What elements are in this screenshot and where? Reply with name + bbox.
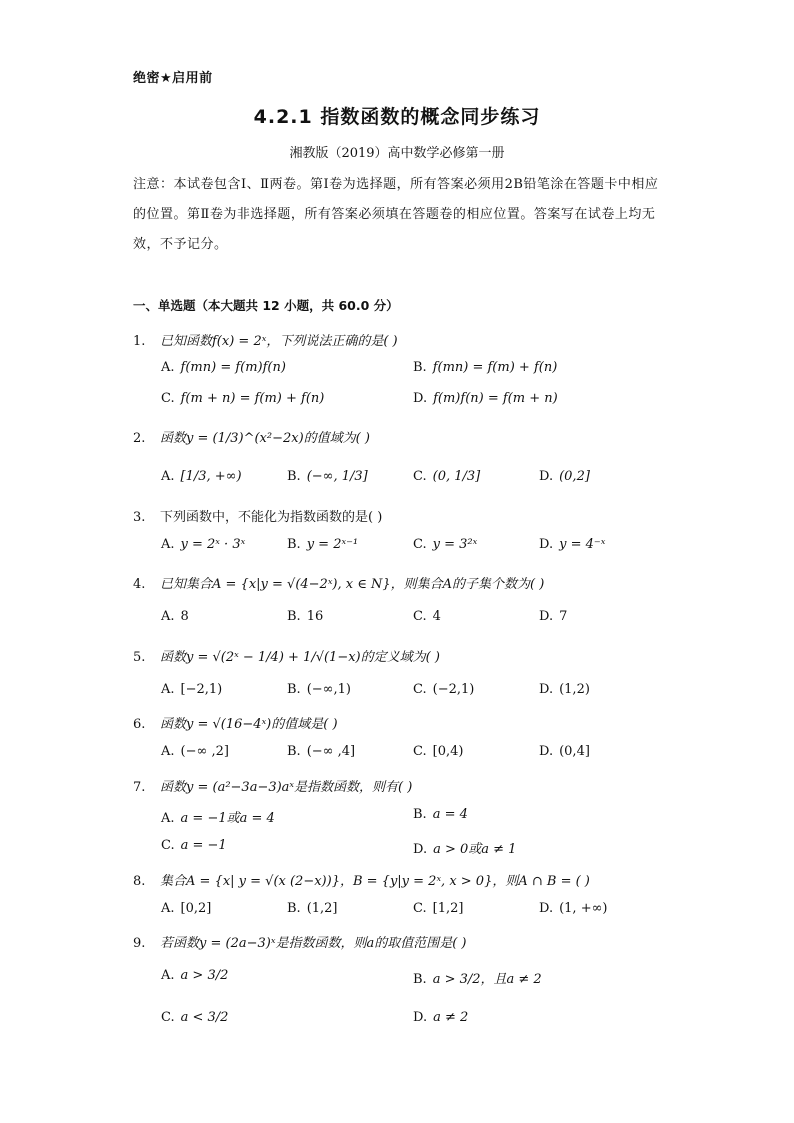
- option-a[interactable]: A. f(mn) = f(m)f(n): [161, 360, 286, 375]
- option-a[interactable]: A. a > 3/2: [161, 968, 229, 983]
- option-a[interactable]: A. y = 2ˣ · 3ˣ: [161, 537, 246, 552]
- option-c[interactable]: C. a = −1: [161, 838, 227, 853]
- question-stem: 下列函数中，不能化为指数函数的是( ): [160, 510, 383, 525]
- option-c[interactable]: C. a < 3/2: [161, 1010, 229, 1025]
- option-c[interactable]: C. f(m + n) = f(m) + f(n): [161, 391, 325, 406]
- question-7: [133, 776, 412, 795]
- question-3: [133, 506, 382, 525]
- question-stem: 集合A = {x| y = √(x (2−x))}，B = {y|y = 2ˣ, x > 0}，则A ∩ B = ( ): [160, 874, 590, 889]
- option-c[interactable]: C. [1,2]: [413, 901, 464, 916]
- question-stem: 已知函数f(x) = 2ˣ，下列说法正确的是( ): [160, 334, 398, 349]
- question-stem: 函数y = (1/3)^(x²−2x)的值域为( ): [160, 431, 370, 446]
- option-c[interactable]: C. y = 3²ˣ: [413, 537, 478, 552]
- question-number: 2.: [133, 431, 146, 446]
- question-9: [133, 932, 466, 951]
- question-8: [133, 870, 590, 889]
- question-number: 9.: [133, 936, 146, 951]
- option-a[interactable]: A. a = −1或a = 4: [161, 811, 275, 826]
- question-6: [133, 713, 338, 732]
- question-number: 8.: [133, 874, 146, 889]
- page-title: 4.2.1 指数函数的概念同步练习: [253, 106, 541, 128]
- option-a[interactable]: A. [1/3, +∞): [161, 469, 242, 484]
- option-a[interactable]: A. [−2,1): [161, 682, 223, 697]
- question-2: [133, 427, 370, 446]
- question-stem: 函数y = √(16−4ˣ)的值域是( ): [160, 717, 338, 732]
- option-d[interactable]: D. (0,2]: [539, 469, 590, 484]
- option-d[interactable]: D. (1, +∞): [539, 901, 608, 916]
- option-c[interactable]: C. 4: [413, 609, 441, 624]
- option-b[interactable]: B. f(mn) = f(m) + f(n): [413, 360, 558, 375]
- option-b[interactable]: B. (1,2]: [287, 901, 338, 916]
- secret-label: 绝密★启用前: [133, 71, 213, 86]
- question-number: 1.: [133, 334, 146, 349]
- option-d[interactable]: D. (1,2): [539, 682, 590, 697]
- question-number: 6.: [133, 717, 146, 732]
- section-heading: 一、单选题（本大题共 12 小题，共 60.0 分）: [133, 298, 399, 313]
- option-c[interactable]: C. (−2,1): [413, 682, 475, 697]
- question-stem: 函数y = √(2ˣ − 1/4) + 1/√(1−x)的定义域为( ): [160, 650, 440, 665]
- question-5: [133, 646, 440, 665]
- exam-notice: 注意：本试卷包含Ⅰ、Ⅱ两卷。第Ⅰ卷为选择题，所有答案必须用2B铅笔涂在答题卡中相应的位置。第Ⅱ卷为非选择题，所有答案必须填在答题卷的相应位置。答案写在试卷上均无效，不予记分。: [133, 177, 659, 252]
- option-b[interactable]: B. a = 4: [413, 807, 468, 822]
- question-number: 7.: [133, 780, 146, 795]
- question-stem: 若函数y = (2a−3)ˣ是指数函数，则a的取值范围是( ): [160, 936, 467, 951]
- option-d[interactable]: D. a > 0或a ≠ 1: [413, 842, 517, 857]
- question-1: [133, 330, 398, 349]
- question-number: 5.: [133, 650, 146, 665]
- question-stem: 已知集合A = {x|y = √(4−2ˣ), x ∈ N}，则集合A的子集个数为( ): [160, 577, 545, 592]
- page-subtitle: 湘教版（2019）高中数学必修第一册: [289, 146, 505, 161]
- option-b[interactable]: B. (−∞ ,4]: [287, 744, 356, 759]
- option-b[interactable]: B. a > 3/2，且a ≠ 2: [413, 972, 542, 987]
- option-a[interactable]: A. 8: [161, 609, 189, 624]
- option-b[interactable]: B. (−∞,1): [287, 682, 351, 697]
- question-number: 3.: [133, 510, 146, 525]
- question-stem: 函数y = (a²−3a−3)aˣ是指数函数，则有( ): [160, 780, 413, 795]
- option-b[interactable]: B. y = 2ˣ⁻¹: [287, 537, 359, 552]
- option-b[interactable]: B. (−∞, 1/3]: [287, 469, 368, 484]
- option-d[interactable]: D. y = 4⁻ˣ: [539, 537, 606, 552]
- option-a[interactable]: A. [0,2]: [161, 901, 212, 916]
- option-a[interactable]: A. (−∞ ,2]: [161, 744, 229, 759]
- option-c[interactable]: C. (0, 1/3]: [413, 469, 481, 484]
- question-4: [133, 573, 544, 592]
- option-c[interactable]: C. [0,4): [413, 744, 464, 759]
- question-number: 4.: [133, 577, 146, 592]
- option-d[interactable]: D. a ≠ 2: [413, 1010, 469, 1025]
- option-d[interactable]: D. 7: [539, 609, 568, 624]
- option-d[interactable]: D. (0,4]: [539, 744, 590, 759]
- option-b[interactable]: B. 16: [287, 609, 324, 624]
- option-d[interactable]: D. f(m)f(n) = f(m + n): [413, 391, 558, 406]
